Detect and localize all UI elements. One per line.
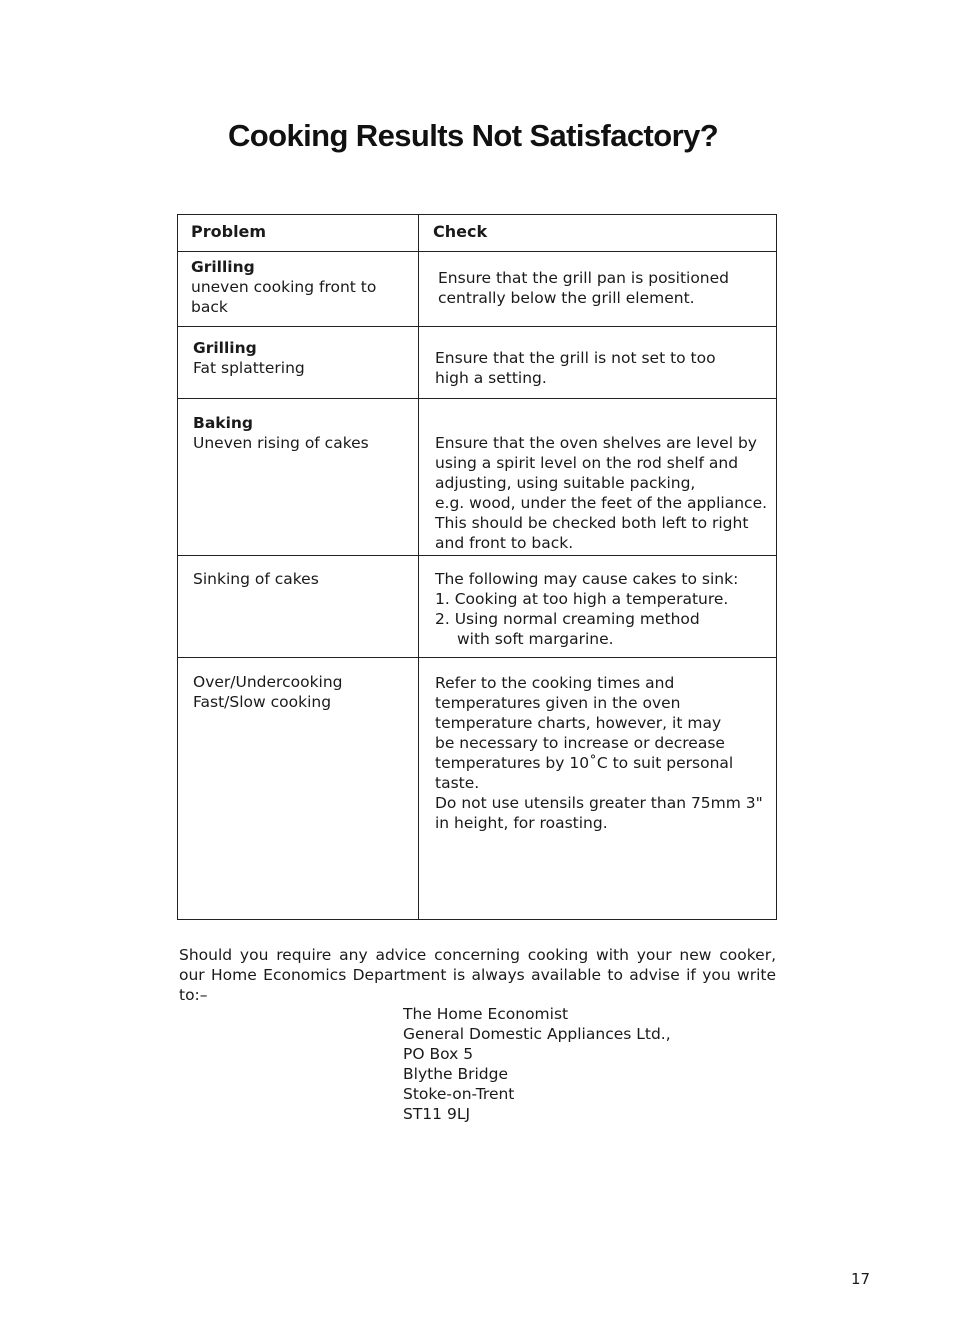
problem-cell [191, 257, 413, 317]
check-text: centrally below the grill element. [438, 289, 695, 307]
check-text: This should be checked both left to right [435, 514, 749, 532]
check-text: temperature charts, however, it may [435, 714, 722, 732]
check-text: be necessary to increase or decrease [435, 734, 725, 752]
check-text: Ensure that the grill pan is positioned [438, 269, 730, 287]
header-problem: Problem [191, 222, 267, 241]
problem-title: Baking [193, 414, 254, 432]
check-text: high a setting. [435, 369, 547, 387]
check-text: taste. [435, 774, 480, 792]
check-text: The following may cause cakes to sink: [435, 570, 739, 588]
check-text: and front to back. [435, 534, 574, 552]
troubleshooting-table [177, 214, 777, 920]
check-cell [435, 348, 716, 388]
problem-cell [193, 569, 319, 589]
header-check: Check [433, 222, 488, 241]
row-divider [178, 326, 776, 327]
problem-text: back [191, 298, 228, 316]
problem-title: Grilling [191, 258, 255, 276]
check-text: Do not use utensils greater than 75mm 3" [435, 794, 763, 812]
check-text: in height, for roasting. [435, 814, 608, 832]
problem-text: uneven cooking front to [191, 278, 377, 296]
address-line: The Home Economist [403, 1005, 569, 1023]
row-divider [178, 657, 776, 658]
problem-text: Uneven rising of cakes [193, 434, 369, 452]
check-cell [435, 673, 775, 833]
check-text: Refer to the cooking times and [435, 674, 675, 692]
column-divider [418, 215, 419, 919]
check-text: temperatures given in the oven [435, 694, 681, 712]
check-text: Ensure that the oven shelves are level by [435, 434, 757, 452]
address-line: General Domestic Appliances Ltd., [403, 1025, 671, 1043]
address-line: Stoke-on-Trent [403, 1085, 515, 1103]
address-line: PO Box 5 [403, 1045, 474, 1063]
check-text: e.g. wood, under the feet of the appliance. [435, 494, 768, 512]
check-text: Ensure that the grill is not set to too [435, 349, 716, 367]
problem-cell [193, 672, 343, 712]
problem-title: Grilling [193, 339, 257, 357]
page-number: 17 [851, 1270, 871, 1288]
check-text: adjusting, using suitable packing, [435, 474, 696, 492]
page-title: Cooking Results Not Satisfactory? [228, 118, 719, 153]
check-text: using a spirit level on the rod shelf and [435, 454, 739, 472]
problem-cell [193, 413, 369, 453]
advice-paragraph: Should you require any advice concerning cooking with your new cooker, our Home Economics Department is always available to advise if you write to:– [179, 946, 776, 1004]
check-text: temperatures by 10˚C to suit personal [435, 754, 734, 772]
problem-text: Over/Undercooking [193, 673, 343, 691]
check-text: with soft margarine. [457, 630, 614, 648]
row-divider [178, 555, 776, 556]
check-text: 1. Cooking at too high a temperature. [435, 590, 729, 608]
problem-text: Fast/Slow cooking [193, 693, 332, 711]
problem-text: Fat splattering [193, 359, 305, 377]
address-line: Blythe Bridge [403, 1065, 509, 1083]
check-text: 2. Using normal creaming method [435, 610, 700, 628]
row-divider [178, 398, 776, 399]
check-cell [435, 433, 775, 553]
row-divider [178, 251, 776, 252]
check-cell [435, 569, 738, 649]
address-block [403, 1004, 671, 1124]
problem-cell [193, 338, 305, 378]
check-cell [438, 268, 729, 308]
problem-text: Sinking of cakes [193, 570, 319, 588]
address-line: ST11 9LJ [403, 1105, 471, 1123]
